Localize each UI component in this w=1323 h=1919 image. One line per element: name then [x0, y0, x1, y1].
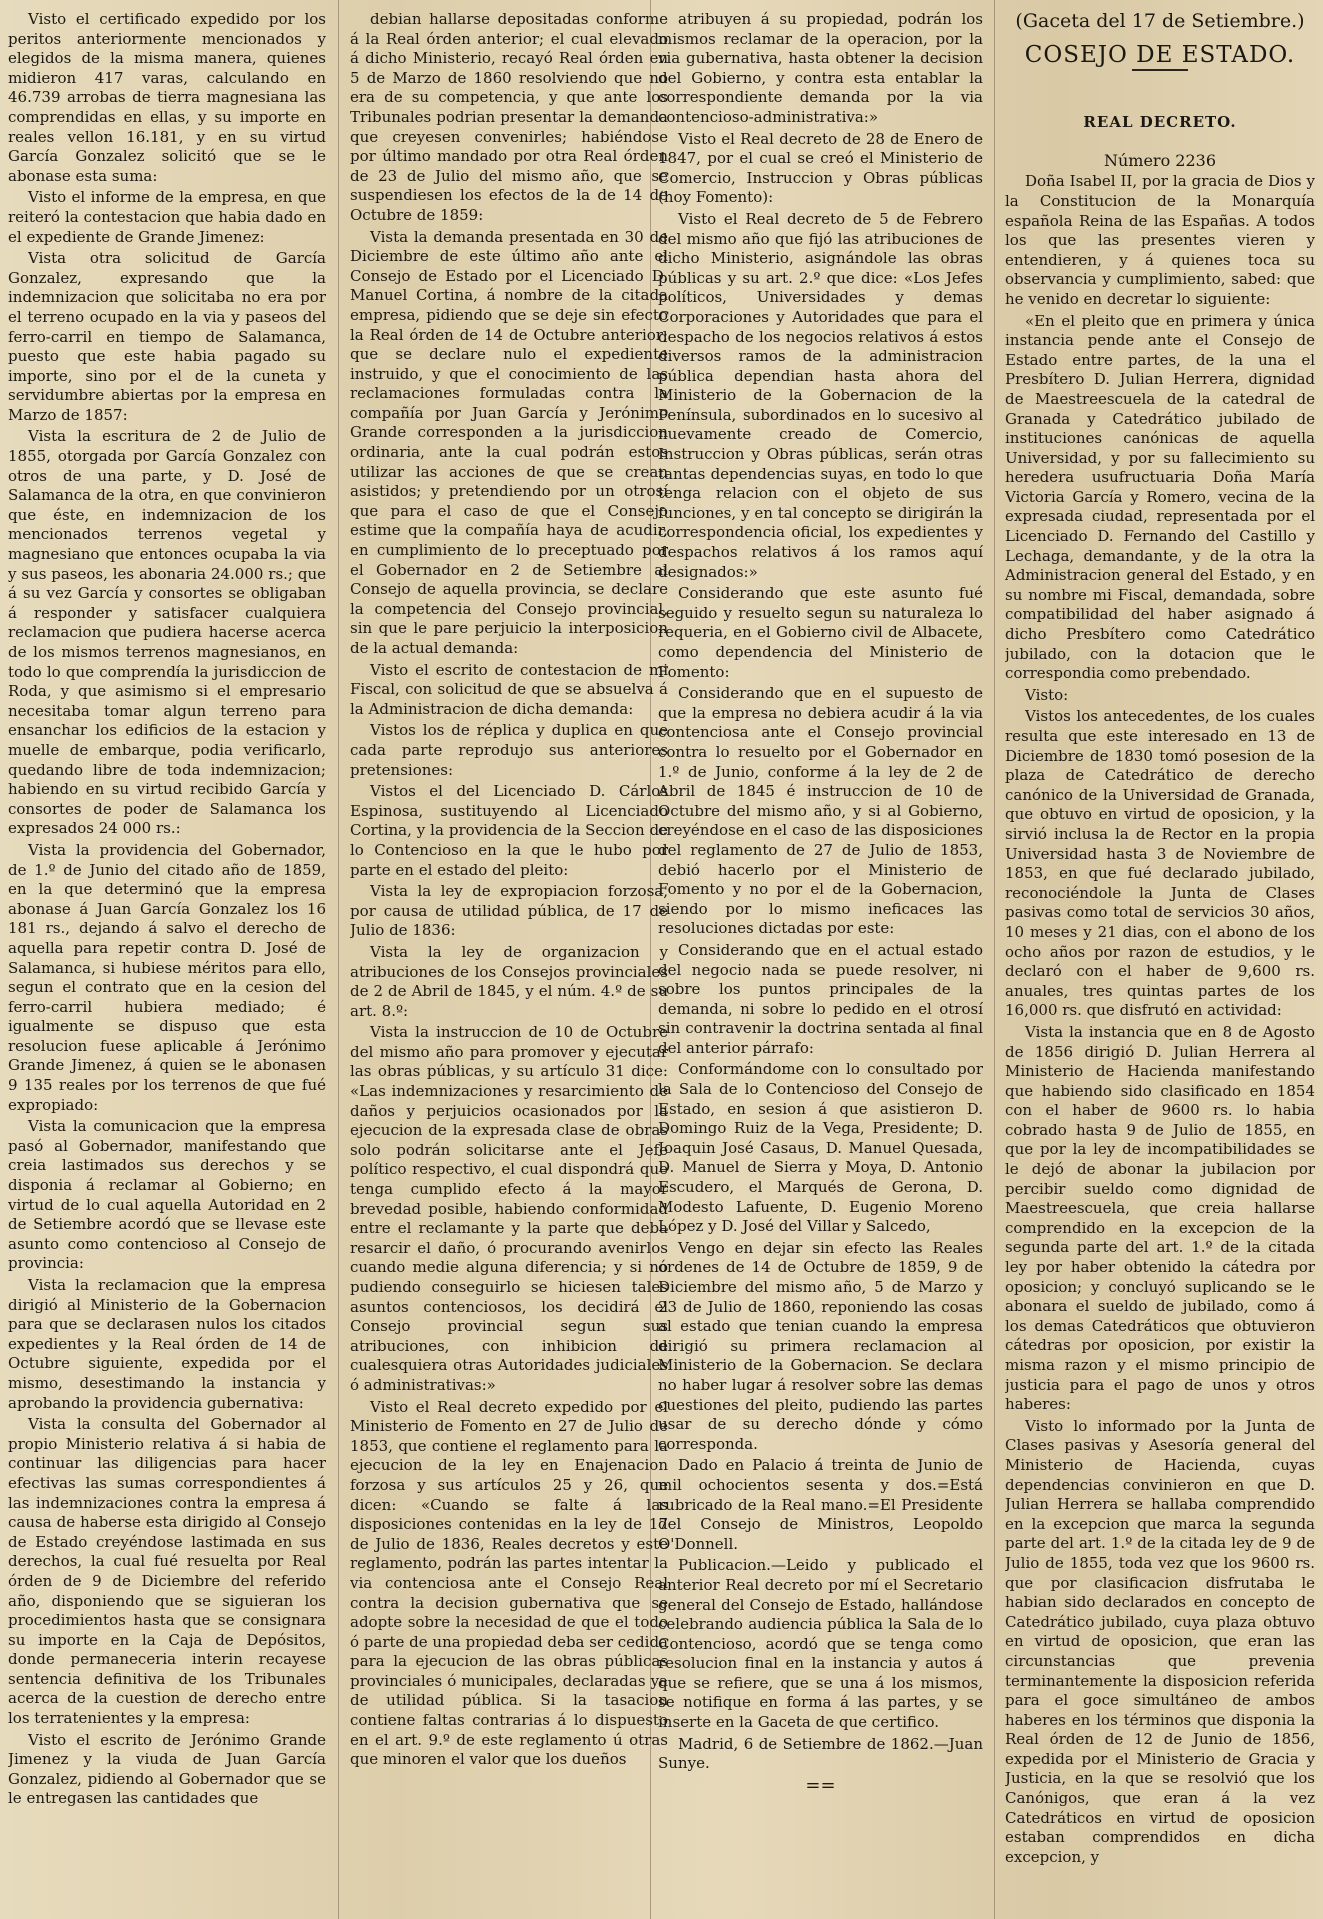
paragraph: Vistos el del Licenciado D. Cárlos Espinosa, sustituyendo al Licenciado Cortina, y la providencia de la Seccion de lo Contencioso en la que le hubo por parte en el estado del pleito:	[350, 782, 668, 879]
decree-title: REAL DECRETO.	[1083, 113, 1237, 132]
paragraph: Vistos los antecedentes, de los cuales resulta que este interesado en 13 de Diciembre de 1830 tomó posesion de la plaza de Catedrático de derecho canónico de la Universidad de Granada, que obtuvo en virtud de oposicion, y la sirvió inclusa la de Rector en la propia Universidad hasta 3 de Noviembre de 1853, en que fué declarado jubilado, reconociéndole la Junta de Clases pasivas como total de servicios 30 años, 10 meses y 21 dias, con el abono de los ocho años por razon de estudios, y le declaró con el haber de 9,600 rs. anuales, tres quintas partes de los 16,000 rs. que disfrutó en actividad:	[1005, 707, 1315, 1020]
paragraph: Visto el certificado expedido por los peritos anteriormente mencionados y elegidos de la misma manera, quienes midieron 417 varas, calculando en 46.739 arrobas de tierra magnesiana las comprendidas en ellas, y su importe en reales vellon 16.181, y en su virtud García Gonzalez solicitó que se le abonase esta suma:	[8, 10, 326, 185]
paragraph: Considerando que en el supuesto de que la empresa no debiera acudir á la via contenciosa ante el Consejo provincial contra lo resuelto por el Gobernador en 1.º de Junio, conforme á la ley de 2 de Abril de 1845 é instruccion de 10 de Octubre del mismo año, y si al Gobierno, creyéndose en el caso de las disposiciones del reglamento de 27 de Julio de 1853, debió hacerlo por el Ministerio de Fomento y no por el de la Gobernacion, siendo por lo mismo ineficaces las resoluciones dictadas por este:	[658, 684, 983, 938]
paragraph: Visto el Real decreto expedido por el Ministerio de Fomento en 27 de Julio de 1853, que contiene el reglamento para la ejecucion de la ley en Enajenacion forzosa y sus artículos 25 y 26, que dicen: «Cuando se falte á las disposiciones contenidas en la ley de 17 de Julio de 1836, Reales decretos y este reglamento, podrán las partes intentar la via contenciosa ante el Consejo Real contra la decision gubernativa que se adopte sobre la necesidad de que el todo ó parte de una propiedad deba ser cedida para la ejecucion de las obras públicas provinciales ó municipales, declaradas ya de utilidad pública. Si la tasacion contiene faltas contrarias á lo dispuesto en el art. 9.º de este reglamento ú otras que minoren el valor que los dueños	[350, 1397, 668, 1769]
gaceta-date: (Gaceta del 17 de Setiembre.)	[1015, 10, 1305, 32]
paragraph: Considerando que en el actual estado del negocio nada se puede resolver, ni sobre los puntos principales de la demanda, ni sobre lo pedido en el otrosí sin contravenir la doctrina sentada al final del anterior párrafo:	[658, 940, 983, 1057]
paragraph: Vista la instruccion de 10 de Octubre del mismo año para promover y ejecutar las obras públicas, y su artículo 31 dice: «Las indemnizaciones y resarcimiento de daños y perjuicios ocasionados por la ejecucion de la expresada clase de obras solo podrán solicitarse ante el Jefe político respectivo, el cual dispondrá que tenga cumplido efecto á la mayor brevedad posible, habiendo conformidad entre el reclamante y la parte que deba resarcir el daño, ó procurando avenirlos cuando medie alguna diferencia; y si no pudiendo conseguirlo se hiciesen tales asuntos contenciosos, los decidirá el Consejo provincial segun sus atribuciones, con inhibicion de cualesquiera otras Autoridades judiciales ó administrativas:»	[350, 1023, 668, 1394]
section-title: COSEJO DE ESTADO.	[1024, 41, 1296, 68]
paragraph: Visto el informe de la empresa, en que reiteró la contestacion que habia dado en el expediente de Grande Jimenez:	[8, 188, 326, 246]
column-2	[350, 10, 668, 1905]
column-rule	[994, 0, 995, 1919]
paragraph: Vistos los de réplica y duplica en que cada parte reprodujo sus anteriores pretensiones:	[350, 721, 668, 779]
paragraph: Dado en Palacio á treinta de Junio de mil ochocientos sesenta y dos.=Está rubricado de la Real mano.=El Presidente del Consejo de Ministros, Leopoldo O'Donnell.	[658, 1456, 983, 1553]
paragraph: Vista la instancia que en 8 de Agosto de 1856 dirigió D. Julian Herrera al Ministerio de Hacienda manifestando que habiendo sido clasificado en 1854 con el haber de 9600 rs. lo habia cobrado hasta 9 de Julio de 1855, en que por la ley de incompatibilidades se le dejó de abonar la jubilacion por percibir sueldo como dignidad de Maestreescuela, que creia hallarse comprendido en la excepcion de la segunda parte del art. 1.º de la citada ley por haber obtenido la cátedra por oposicion; y concluyó suplicando se le abonara el sueldo de jubilado, como á los demas Catedráticos que obtuvieron cátedras por oposicion, por existir la misma razon y el mismo principio de justicia para el pago de unos y otros haberes:	[1005, 1022, 1315, 1414]
end-mark: ==	[805, 1774, 836, 1796]
column-3	[658, 10, 983, 1905]
paragraph: Vista la comunicacion que la empresa pasó al Gobernador, manifestando que creia lastimados sus derechos y se disponia á reclamar al Gobierno; en virtud de lo cual aquella Autoridad en 2 de Setiembre acordó que se llevase este asunto como contencioso al Consejo de provincia:	[8, 1117, 326, 1273]
decree-number: Número 2236	[1103, 150, 1217, 170]
paragraph: Visto:	[1025, 685, 1069, 704]
paragraph: Conformándome con lo consultado por la Sala de lo Contencioso del Consejo de Estado, en sesion á que asistieron D. Domingo Ruiz de la Vega, Presidente; D. Joaquin José Casaus, D. Manuel Quesada, D. Manuel de Sierra y Moya, D. Antonio Escudero, el Marqués de Gerona, D. Modesto Lafuente, D. Eugenio Moreno López y D. José del Villar y Salcedo,	[658, 1060, 983, 1236]
paragraph: Vista la ley de organizacion y atribuciones de los Consejos provinciales de 2 de Abril de 1845, y el núm. 4.º de su art. 8.º:	[350, 942, 668, 1020]
paragraph: Vista la ley de expropiacion forzosa, por causa de utilidad pública, de 17 de Julio de 1836:	[350, 882, 668, 940]
column-rule	[338, 0, 339, 1919]
paragraph: Vista la consulta del Gobernador al propio Ministerio relativa á si habia de continuar las diligencias para hacer efectivas las sumas correspondientes á las indemnizaciones contra la empresa á causa de haberse esta dirigido al Consejo de Estado creyéndose lastimada en sus derechos, la cual fué resuelta por Real órden de 9 de Diciembre del referido año, disponiendo que se siguieran los procedimientos hasta que se consignara su importe en la Caja de Depósitos, donde permaneceria interin recayese sentencia definitiva de los Tribunales acerca de la cuestion de derecho entre los terratenientes y la empresa:	[8, 1415, 326, 1728]
paragraph: Vista la reclamacion que la empresa dirigió al Ministerio de la Gobernacion para que se declarasen nulos los citados expedientes y la Real órden de 14 de Octubre siguiente, expedida por el mismo, desestimando la instancia y aprobando la providencia gubernativa:	[8, 1276, 326, 1412]
paragraph: Doña Isabel II, por la gracia de Dios y la Constitucion de la Monarquía española Reina de las Españas. A todos los que las presentes vieren y entendieren, y á quienes toca su observancia y cumplimiento, sabed: que he venido en decretar lo siguiente:	[1005, 172, 1315, 308]
paragraph: Publicacion.—Leido y publicado el anterior Real decreto por mí el Secretario general del Consejo de Estado, hallándose celebrando audiencia pública la Sala de lo Contencioso, acordó que se tenga como resolucion final en la instancia y autos á que se refiere, que se una á los mismos, se notifique en forma á las partes, y se inserte en la Gaceta de que certifico.	[658, 1556, 983, 1732]
paragraph: Visto el Real decreto de 5 de Febrero del mismo año que fijó las atribuciones de dicho Ministerio, asignándole las obras públicas y su art. 2.º que dice: «Los Jefes políticos, Universidades y demas Corporaciones y Autoridades que para el despacho de los negocios relativos á estos diversos ramos de la administracion pública dependian hasta ahora del Ministerio de la Gobernacion de la Península, subordinados en lo sucesivo al nuevamente creado de Comercio, Instruccion y Obras públicas, serán otras tantas dependencias suyas, en todo lo que tenga relacion con el objeto de sus funciones, y en tal concepto se dirigirán la correspondencia oficial, los expedientes y despachos relativos á los ramos aquí designados:»	[658, 209, 983, 581]
paragraph: Vista la demanda presentada en 30 de Diciembre de este último año ante el Consejo de Estado por el Licenciado D. Manuel Cortina, á nombre de la citada empresa, pidiendo que se deje sin efecto la Real órden de 14 de Octubre anterior; que se declare nulo el expediente instruido, y que el conocimiento de las reclamaciones formuladas contra la compañía por Juan García y Jerónimo Grande corresponden a la jurisdiccion ordinaria, ante la cual podrán estos utilizar las acciones de que se crean asistidos; y pretendiendo por un otrosí que para el caso de que el Consejo estime que la compañía haya de acudir, en cumplimiento de lo preceptuado por el Gobernador en 2 de Setiembre al Consejo de aquella provincia, se declare la competencia del Consejo provincial, sin que le pare perjuicio la interposicion de la actual demanda:	[350, 227, 668, 657]
paragraph: Vista la escritura de 2 de Julio de 1855, otorgada por García Gonzalez con otros de una parte, y D. José de Salamanca de la otra, en que convinieron que éste, en indemnizacion de los mencionados terrenos vegetal y magnesiano que entonces ocupaba la via y sus paseos, les abonaria 24.000 rs.; que á su vez García y consortes se obligaban á responder y satisfacer cualquiera reclamacion que pudiera hacerse acerca de los mismos terrenos magnesianos, en todo lo que comprendía la jurisdiccion de Roda, y que asimismo si el empresario necesitaba tomar algun terreno para ensanchar los edificios de la estacion y muelle de embarque, podia verificarlo, quedando libre de toda indemnizacion; habiendo en su virtud recibido García y consortes de poder de Salamanca los expresados 24 000 rs.:	[8, 427, 326, 838]
paragraph: Visto lo informado por la Junta de Clases pasivas y Asesoría general del Ministerio de Hacienda, cuyas dependencias convinieron en que D. Julian Herrera se hallaba comprendido en la excepcion que marca la segunda parte del art. 1.º de la citada ley de 9 de Julio de 1855, toda vez que los 9600 rs. que por clasificacion disfrutaba le habian sido declarados en concepto de Catedrático jubilado, cuya plaza obtuvo en virtud de oposicion, que eran las circunstancias que prevenia terminantemente la disposicion referida para el goce simultáneo de ambos haberes en los términos que disponia la Real órden de 12 de Junio de 1856, expedida por el Ministerio de Gracia y Justicia, en la que se resolvió que los Canónigos, que eran á la vez Catedráticos en virtud de oposicion estaban comprendidos en dicha excepcion, y	[1005, 1416, 1315, 1866]
signature-line: Madrid, 6 de Setiembre de 1862.—Juan Sunye.	[658, 1734, 983, 1773]
paragraph: Visto el escrito de Jerónimo Grande Jimenez y la viuda de Juan García Gonzalez, pidiendo al Gobernador que se le entregasen las cantidades que	[8, 1730, 326, 1808]
paragraph: «En el pleito que en primera y única instancia pende ante el Consejo de Estado entre partes, de la una el Presbítero D. Julian Herrera, dignidad de Maestreescuela de la catedral de Granada y Catedrático jubilado de instituciones canónicas de aquella Universidad, y por su fallecimiento su heredera usufructuaria Doña María Victoria García y Romero, vecina de la expresada ciudad, representada por el Licenciado D. Fernando del Castillo y Lechaga, demandante, y de la otra la Administracion general del Estado, y en su nombre mi Fiscal, demandada, sobre compatibilidad del haber asignado á dicho Presbítero como Catedrático jubilado, con la dotacion que le correspondia como prebendado.	[1005, 311, 1315, 683]
title-divider	[1132, 69, 1188, 71]
paragraph: Visto el Real decreto de 28 de Enero de 1847, por el cual se creó el Ministerio de Comercio, Instruccion y Obras públicas (hoy Fomento):	[658, 129, 983, 207]
paragraph: Vista la providencia del Gobernador, de 1.º de Junio del citado año de 1859, en la que determinó que la empresa abonase á Juan García Gonzalez los 16 181 rs., dejando á salvo el derecho de aquella para repetir contra D. José de Salamanca, si hubiese méritos para ello, segun el contrato que en la cesion del ferro-carril hubiera mediado; é igualmente se dispuso que esta resolucion fuese aplicable á Jerónimo Grande Jimenez, á quien se le abonasen 9 135 reales por los terrenos de que fué expropiado:	[8, 840, 326, 1114]
paragraph: atribuyen á su propiedad, podrán los mismos reclamar de la operacion, por la via gubernativa, hasta obtener la decision del Gobierno, y contra esta entablar la correspondiente demanda por la via contencioso-administrativa:»	[658, 10, 983, 126]
paragraph: debian hallarse depositadas conforme á la Real órden anterior; el cual elevado á dicho Ministerio, recayó Real órden en 5 de Marzo de 1860 resolviendo que no era de su competencia, y que ante los Tribunales podrian presentar la demanda que creyesen convenirles; habiéndose por último mandado por otra Real órden de 23 de Julio del mismo año, que se suspendiesen los efectos de la de 14 de Octubre de 1859:	[350, 10, 668, 224]
paragraph: Vista otra solicitud de García Gonzalez, expresando que la indemnizacion que solicitaba no era por el terreno ocupado en la via y paseos del ferro-carril en tiempo de Salamanca, puesto que este habia pagado su importe, sino por el de la cuneta y servidumbre abiertas por la empresa en Marzo de 1857:	[8, 249, 326, 424]
paragraph: Vengo en dejar sin efecto las Reales órdenes de 14 de Octubre de 1859, 9 de Diciembre del mismo año, 5 de Marzo y 23 de Julio de 1860, reponiendo las cosas al estado que tenian cuando la empresa dirigió su primera reclamacion al Ministerio de la Gobernacion. Se declara no haber lugar á resolver sobre las demas cuestiones del pleito, pudiendo las partes usar de su derecho dónde y cómo corresponda.	[658, 1238, 983, 1453]
paragraph: Visto el escrito de contestacion de mi Fiscal, con solicitud de que se absuelva á la Administracion de dicha demanda:	[350, 660, 668, 718]
paragraph: Considerando que este asunto fué seguido y resuelto segun su naturaleza lo requeria, en el Gobierno civil de Albacete, como dependencia del Ministerio de Fomento:	[658, 584, 983, 681]
column-1	[8, 10, 326, 1905]
column-4	[1005, 10, 1315, 1905]
